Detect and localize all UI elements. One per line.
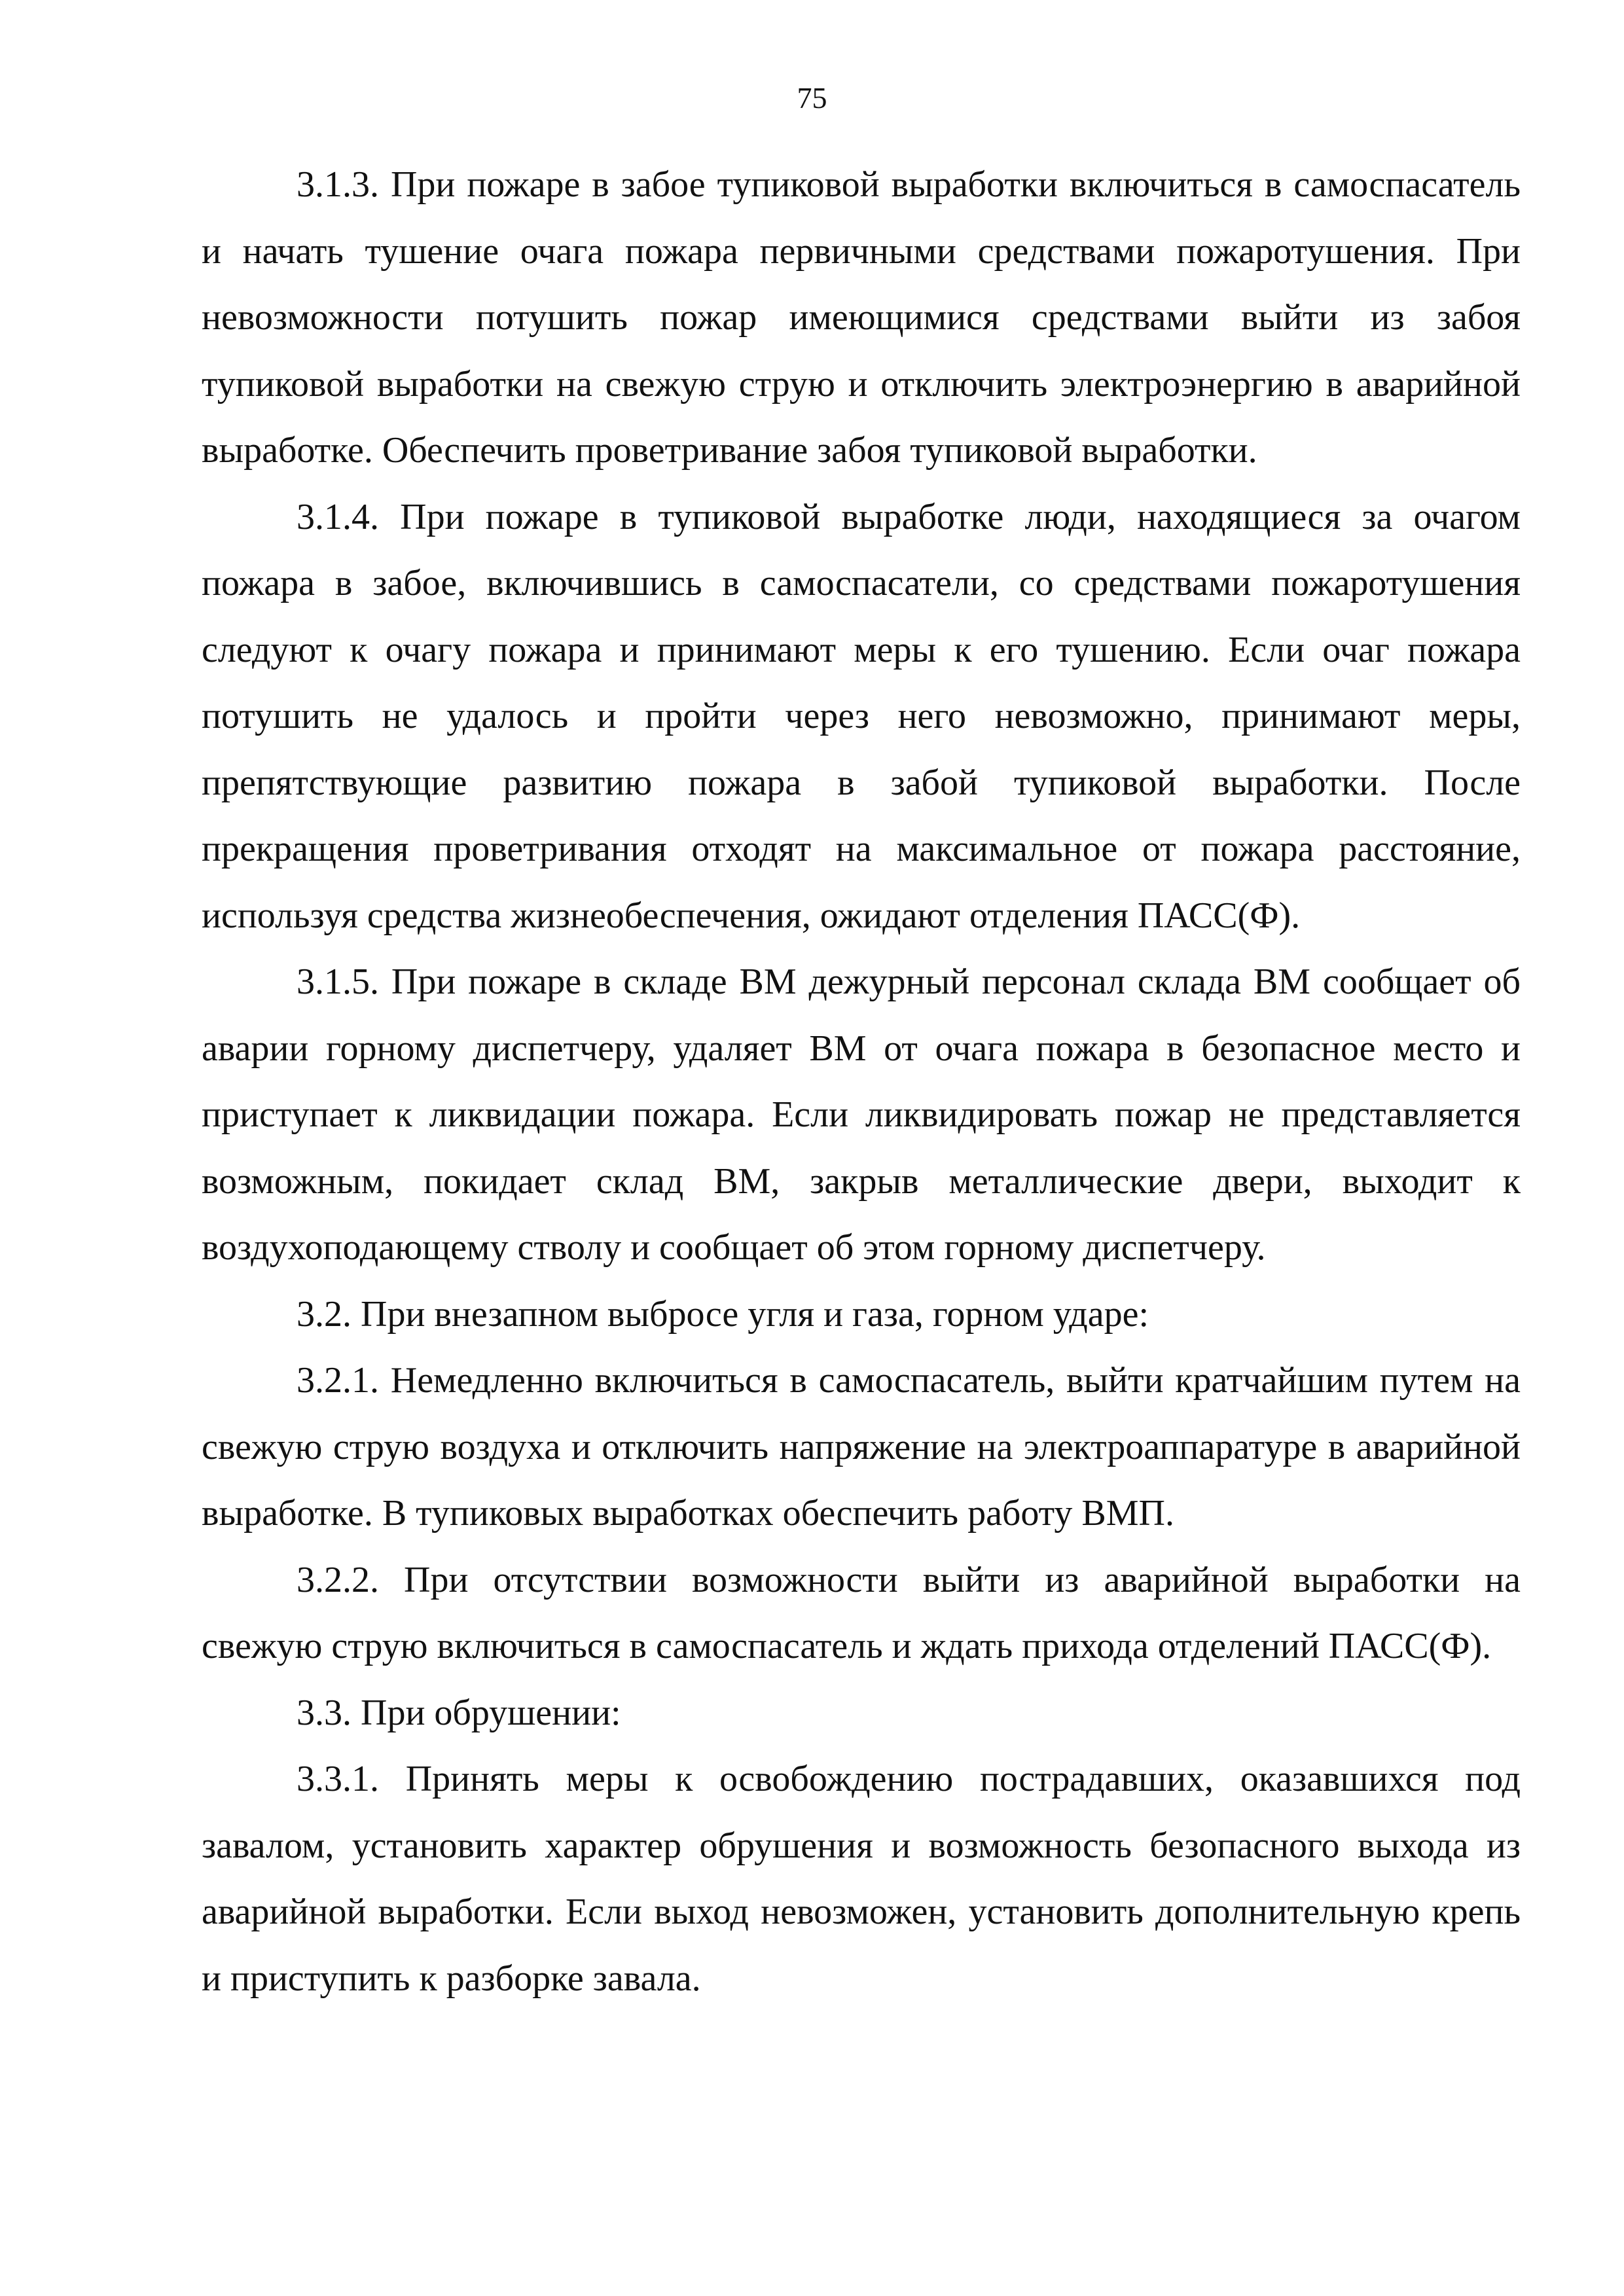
page-number: 75 [797, 81, 827, 115]
paragraph-3-2: 3.2. При внезапном выбросе угля и газа, горном ударе: [297, 1293, 1149, 1335]
paragraph-3-1-3: 3.1.3. При пожаре в забое тупиковой выработки включиться в самоспасатель и начать тушение очага пожара первичными средствами пожаротушения. При невозможности потушить пожар имеющимися средствами выйти из забоя тупиковой выработки на свежую струю и отключить электроэнергию в аварийной выработке. Обеспечить проветривание забоя тупиковой выработки. [202, 164, 1521, 471]
paragraph-3-3-1: 3.3.1. Принять меры к освобождению пострадавших, оказавшихся под завалом, установить характер обрушения и возможность безопасного выхода из аварийной выработки. Если выход невозможен, установить дополнительную крепь и приступить к разборке завала. [202, 1759, 1521, 1999]
document-body [202, 152, 1521, 2012]
paragraph-3-1-5: 3.1.5. При пожаре в складе ВМ дежурный персонал склада ВМ сообщает об аварии горному диспетчеру, удаляет ВМ от очага пожара в безопасное место и приступает к ликвидации пожара. Если ликвидировать пожар не представляется возможным, покидает склад ВМ, закрыв металлические двери, выходит к воздухоподающему стволу и сообщает об этом горному диспетчеру. [202, 961, 1521, 1268]
paragraph-3-2-1: 3.2.1. Немедленно включиться в самоспасатель, выйти кратчайшим путем на свежую струю воздуха и отключить напряжение на электроаппаратуре в аварийной выработке. В тупиковых выработках обеспечить работу ВМП. [202, 1360, 1521, 1534]
paragraph-3-3: 3.3. При обрушении: [297, 1692, 621, 1733]
paragraph-3-1-4: 3.1.4. При пожаре в тупиковой выработке люди, находящиеся за очагом пожара в забое, включившись в самоспасатели, со средствами пожаротушения следуют к очагу пожара и принимают меры к его тушению. Если очаг пожара потушить не удалось и пройти через него невозможно, принимают меры, препятствующие развитию пожара в забой тупиковой выработки. После прекращения проветривания отходят на максимальное от пожара расстояние, используя средства жизнеобеспечения, ожидают отделения ПАСС(Ф). [202, 496, 1521, 936]
paragraph-3-2-2: 3.2.2. При отсутствии возможности выйти из аварийной выработки на свежую струю включиться в самоспасатель и ждать прихода отделений ПАСС(Ф). [202, 1559, 1521, 1666]
